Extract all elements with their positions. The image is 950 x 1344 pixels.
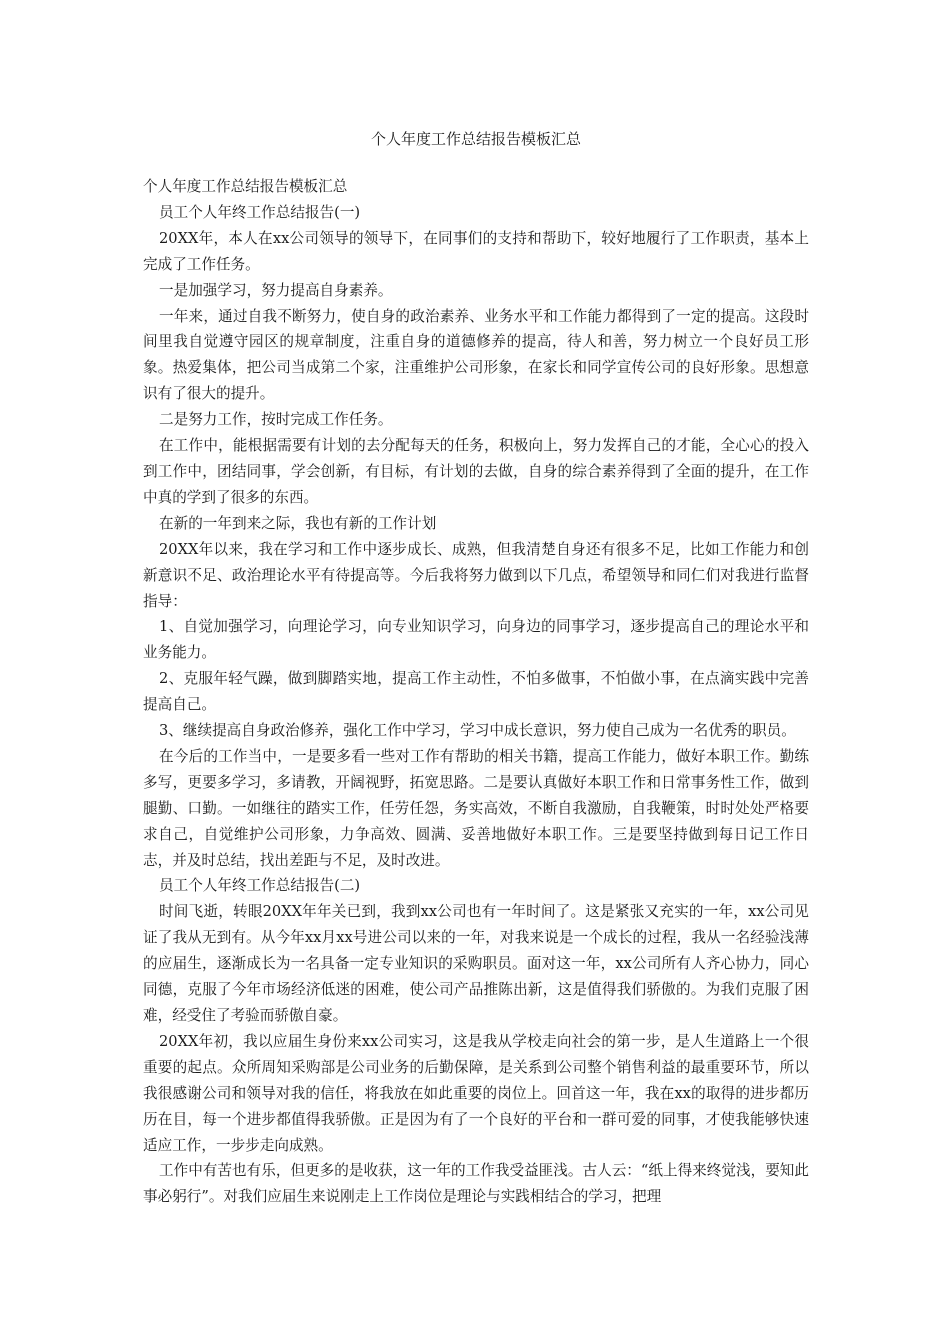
paragraph: 时间飞逝，转眼20XX年年关已到，我到xx公司也有一年时间了。这是紧张又充实的一年，xx公司见证了我从无到有。从今年xx月xx号进公司以来的一年，对我来说是一个成长的过程，我从一名经验浅薄的应届生，逐渐成长为一名具备一定专业知识的采购职员。面对这一年，xx公司所有人齐心协力，同心同德，克服了今年市场经济低迷的困难，使公司产品推陈出新，这是值得我们骄傲的。为我们克服了困难，经受住了考验而骄傲自豪。 <box>143 903 809 1024</box>
list-item: 2、克服年轻气躁，做到脚踏实地，提高工作主动性，不怕多做事，不怕做小事，在点滴实践中完善提高自己。 <box>143 670 809 714</box>
paragraph: 二是努力工作，按时完成工作任务。 <box>159 411 393 429</box>
section-heading-2: 员工个人年终工作总结报告(二) <box>159 877 361 895</box>
paragraph: 20XX年以来，我在学习和工作中逐步成长、成熟，但我清楚自身还有很多不足，比如工作能力和创新意识不足、政治理论水平有待提高等。今后我将努力做到以下几点，希望领导和同仁们对我进行监督指导： <box>143 540 809 610</box>
paragraph: 一年来，通过自我不断努力，使自身的政治素养、业务水平和工作能力都得到了一定的提高。这段时间里我自觉遵守园区的规章制度，注重自身的道德修养的提高，待人和善，努力树立一个良好员工形象。热爱集体，把公司当成第二个家，注重维护公司形象，在家长和同学宣传公司的良好形象。思想意识有了很大的提升。 <box>143 307 809 403</box>
document-title: 个人年度工作总结报告模板汇总 <box>370 130 581 148</box>
paragraph: 工作中有苦也有乐，但更多的是收获，这一年的工作我受益匪浅。古人云：“纸上得来终觉浅，要知此事必躬行”。对我们应届生来说刚走上工作岗位是理论与实践相结合的学习，把理 <box>143 1162 809 1206</box>
paragraph: 20XX年初，我以应届生身份来xx公司实习，这是我从学校走向社会的第一步，是人生道路上一个很重要的起点。众所周知采购部是公司业务的后勤保障，是关系到公司整个销售利益的最重要环节，所以我很感谢公司和领导对我的信任，将我放在如此重要的岗位上。回首这一年，我在xx的取得的进步都历历在目，每一个进步都值得我骄傲。正是因为有了一个良好的平台和一群可爱的同事，才使我能够快速适应工作，一步步走向成熟。 <box>143 1032 809 1154</box>
section-heading-1: 员工个人年终工作总结报告(一) <box>159 203 361 221</box>
paragraph-heading: 个人年度工作总结报告模板汇总 <box>143 178 348 195</box>
list-item: 3、继续提高自身政治修养，强化工作中学习，学习中成长意识，努力使自己成为一名优秀的职员。 <box>159 722 796 740</box>
paragraph: 在新的一年到来之际，我也有新的工作计划 <box>159 514 437 532</box>
document-body <box>143 174 809 1210</box>
paragraph: 一是加强学习，努力提高自身素养。 <box>159 281 393 299</box>
paragraph: 在今后的工作当中，一是要多看一些对工作有帮助的相关书籍，提高工作能力，做好本职工作。勤练多写，更要多学习，多请教，开阔视野，拓宽思路。二是要认真做好本职工作和日常事务性工作，做到腿勤、口勤。一如继往的踏实工作，任劳任怨，务实高效，不断自我激励，自我鞭策，时时处处严格要求自己，自觉维护公司形象，力争高效、圆满、妥善地做好本职工作。三是要坚持做到每日记工作日志，并及时总结，找出差距与不足，及时改进。 <box>143 747 809 869</box>
paragraph: 20XX年，本人在xx公司领导的领导下，在同事们的支持和帮助下，较好地履行了工作职责，基本上完成了工作任务。 <box>143 229 809 273</box>
list-item: 1、自觉加强学习，向理论学习，向专业知识学习，向身边的同事学习，逐步提高自己的理论水平和业务能力。 <box>143 618 809 662</box>
paragraph: 在工作中，能根据需要有计划的去分配每天的任务，积极向上，努力发挥自己的才能，全心心的投入到工作中，团结同事，学会创新，有目标，有计划的去做，自身的综合素养得到了全面的提升，在工作中真的学到了很多的东西。 <box>143 437 809 506</box>
